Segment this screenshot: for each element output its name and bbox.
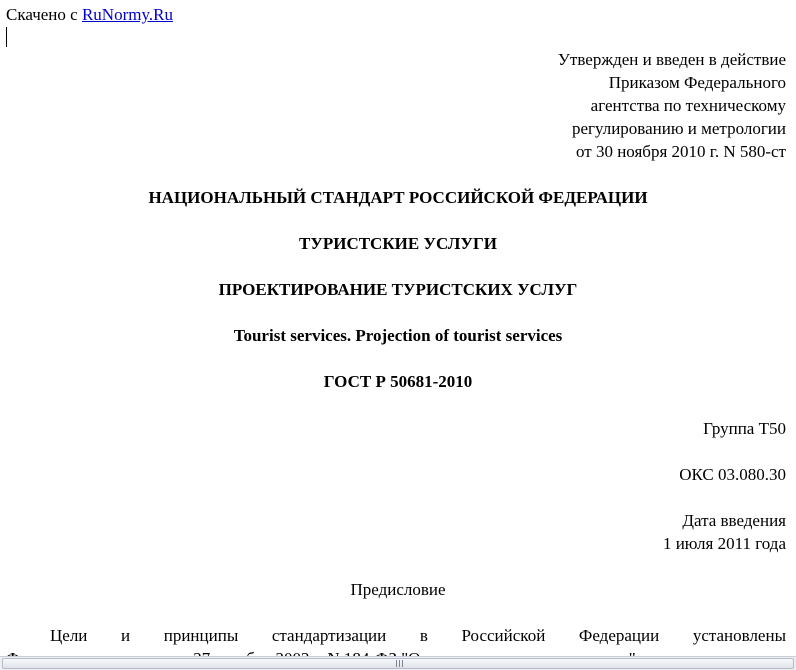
download-prefix: Скачено с — [6, 5, 78, 24]
scrollbar-thumb[interactable] — [2, 658, 794, 669]
approval-line-3: агентства по техническому — [590, 96, 786, 115]
english-name-heading: Tourist services. Projection of tourist services — [233, 326, 563, 345]
runormy-link[interactable]: RuNormy.Ru — [81, 5, 173, 24]
oks-label: ОКС 03.080.30 — [679, 465, 786, 484]
foreword-heading: Предисловие — [350, 580, 446, 599]
text-caret — [6, 27, 7, 47]
standard-name-heading: ПРОЕКТИРОВАНИЕ ТУРИСТСКИХ УСЛУГ — [218, 280, 578, 299]
intro-date-value: 1 июля 2011 года — [662, 534, 786, 553]
intro-date-label: Дата введения — [682, 511, 786, 530]
foreword-paragraph-line-1: Цели и принципы стандартизации в Российской Федерации установлены — [50, 626, 786, 645]
approval-line-2: Приказом Федерального — [608, 73, 786, 92]
grip-icon — [396, 660, 405, 667]
approval-line-4: регулированию и метрологии — [571, 119, 786, 138]
approval-line-1: Утвержден и введен в действие — [557, 50, 786, 69]
standard-code-heading: ГОСТ Р 50681-2010 — [323, 372, 473, 391]
horizontal-scrollbar[interactable] — [0, 656, 796, 670]
download-source-line — [6, 3, 173, 26]
subject-heading: ТУРИСТСКИЕ УСЛУГИ — [299, 234, 497, 253]
approval-line-5: от 30 ноября 2010 г. N 580-ст — [576, 142, 786, 161]
group-label: Группа Т50 — [703, 419, 786, 438]
standard-type-heading: НАЦИОНАЛЬНЫЙ СТАНДАРТ РОССИЙСКОЙ ФЕДЕРАЦИИ — [148, 188, 648, 207]
